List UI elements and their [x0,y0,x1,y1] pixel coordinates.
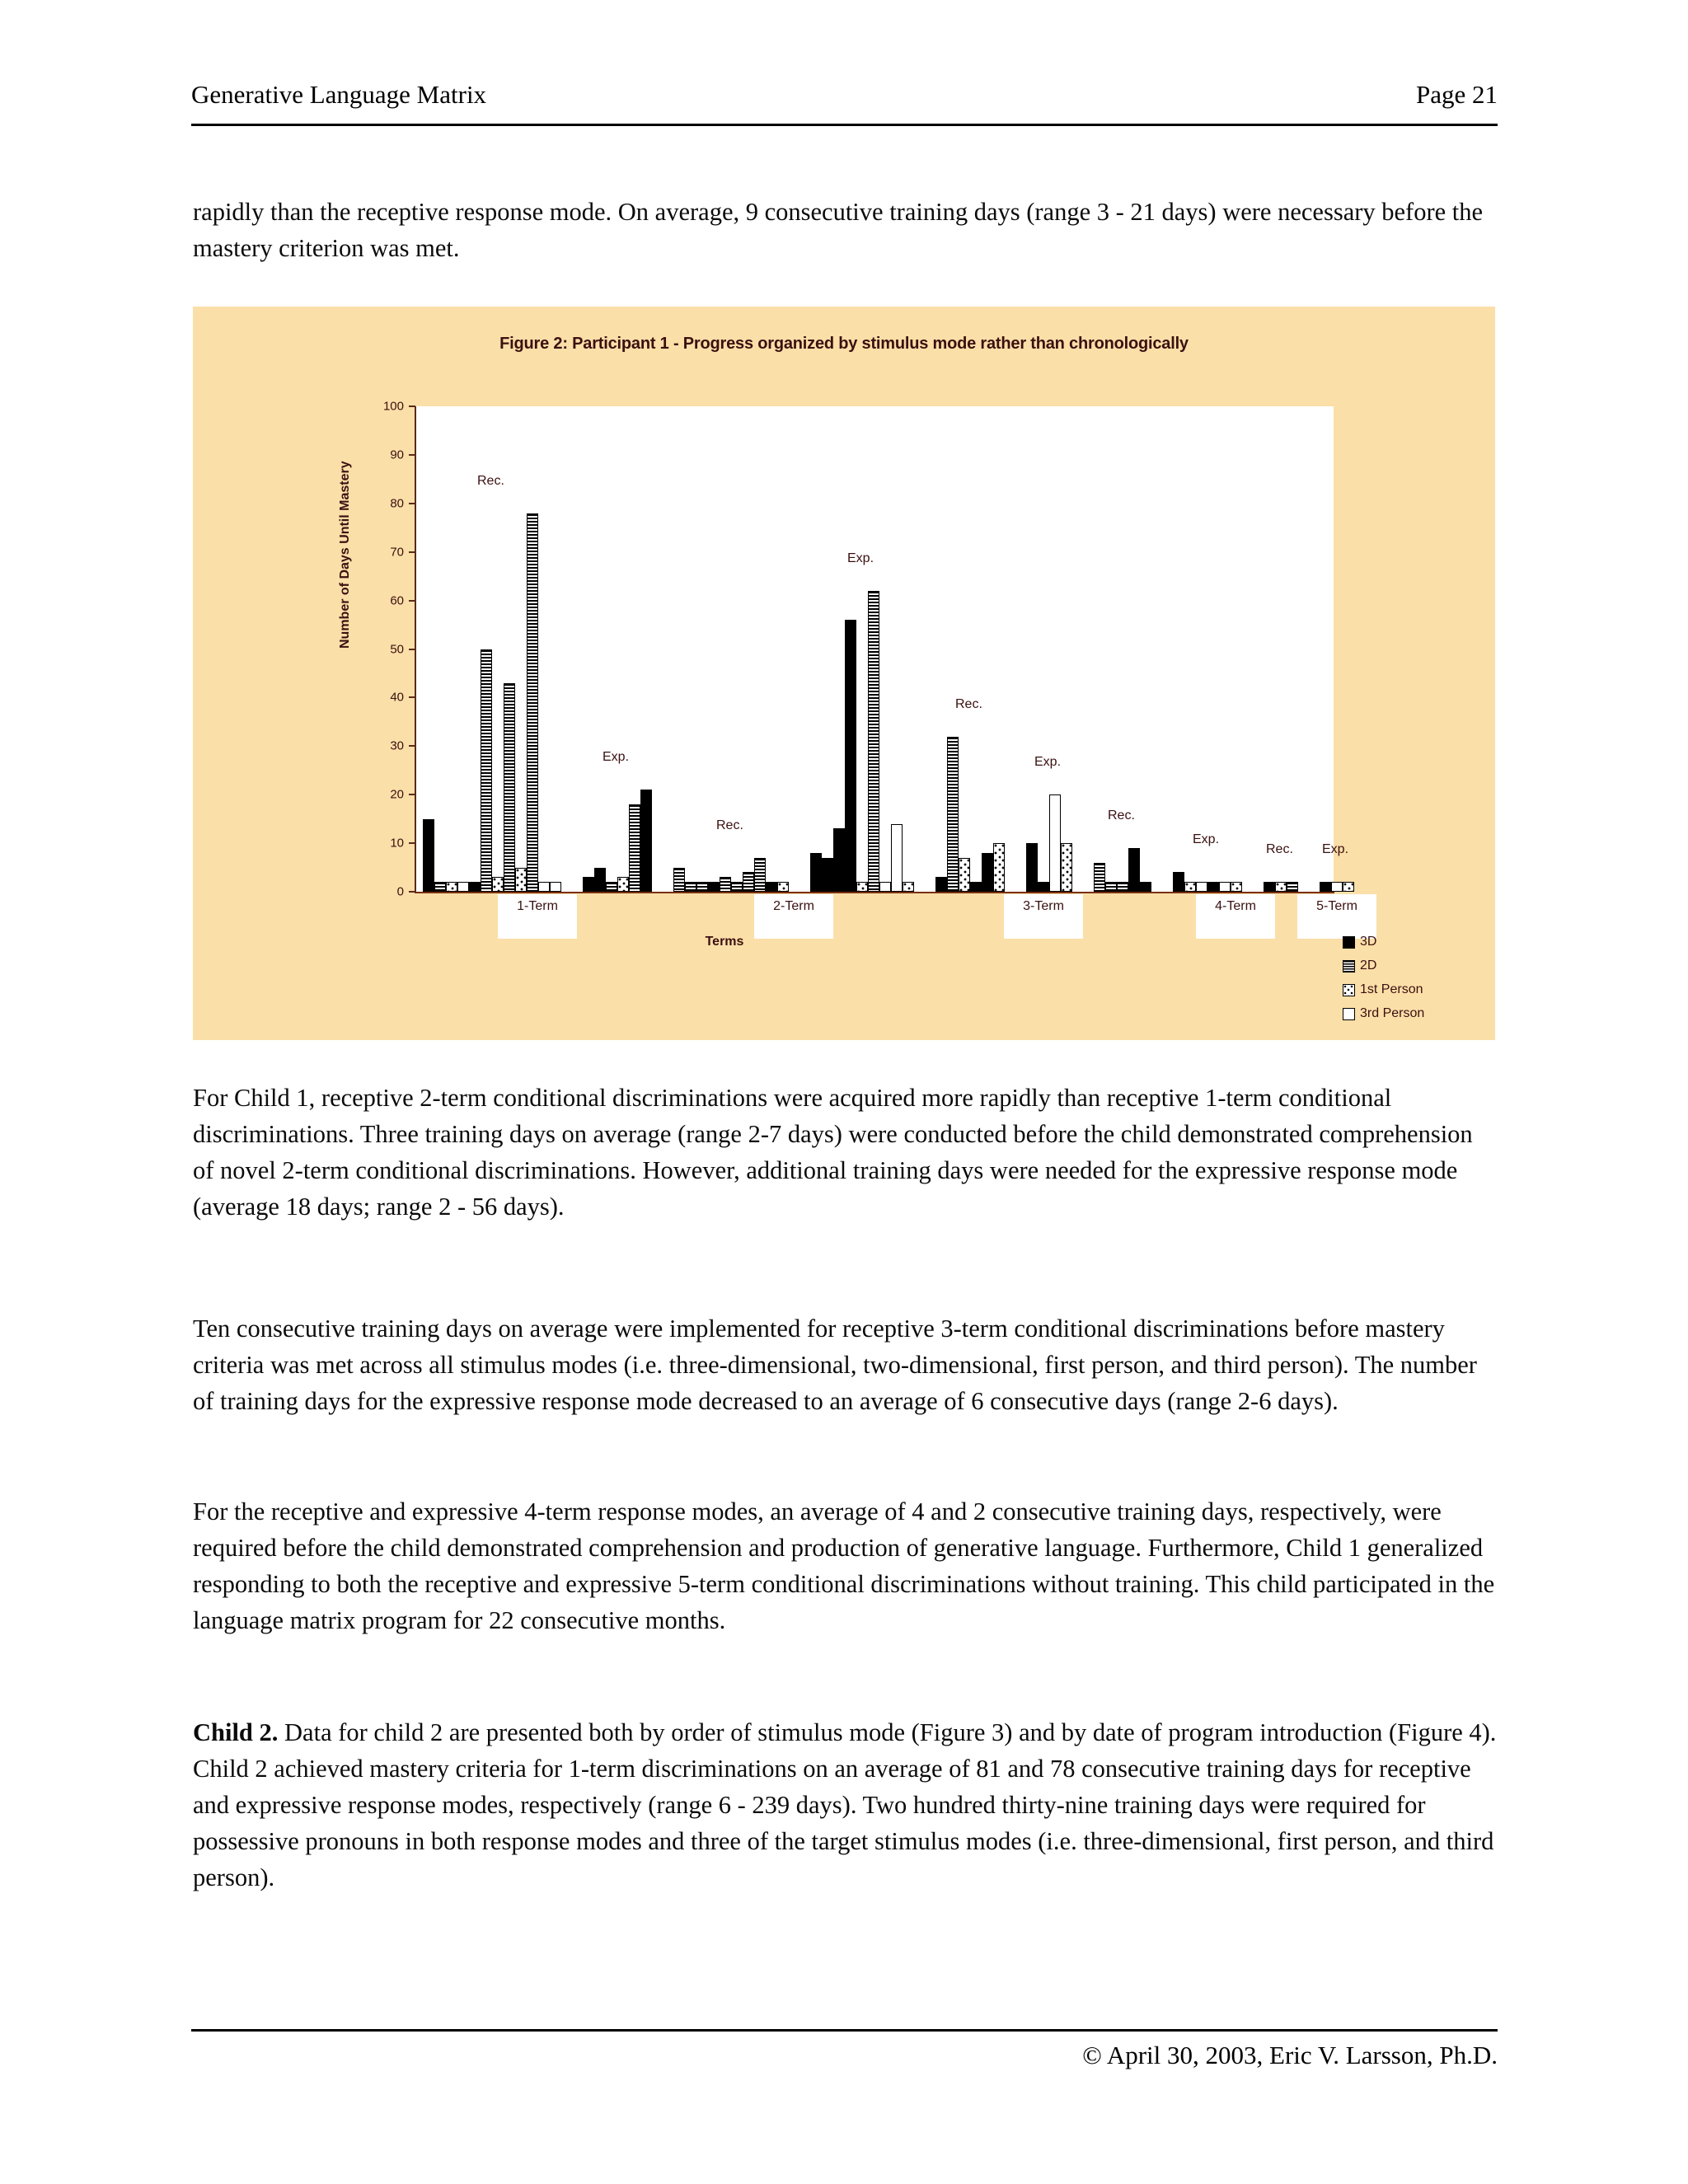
x-category-1-term: 1-Term [498,894,577,939]
bar [879,882,891,892]
bar [1026,843,1038,892]
bar [1128,848,1140,892]
chart-legend [1343,935,1424,1030]
bar [903,882,914,892]
bar [1038,882,1049,892]
bar [993,843,1005,892]
figure-2-container [193,307,1495,1040]
y-tick-mark [409,842,415,844]
bar [550,882,561,892]
y-tick-label: 40 [390,690,404,705]
bar [1320,882,1331,892]
bar [538,882,550,892]
paragraph-intro: rapidly than the receptive response mode. On average, 9 consecutive training days (range 3 - 21 days) were necessary before the mastery criterion was met. [193,198,1484,262]
bar [1049,794,1061,892]
legend-label: 2D [1360,958,1377,972]
y-tick-mark [409,649,415,650]
y-tick-label: 30 [390,738,404,753]
legend-item-3d [1343,935,1424,949]
bar [1264,882,1275,892]
x-category-5-term: 5-Term [1297,894,1376,939]
bar [1331,882,1343,892]
legend-item-1st-person [1343,982,1424,997]
header-divider [191,124,1498,126]
y-tick-mark [409,454,415,456]
footer-divider [191,2029,1498,2032]
header-title: Generative Language Matrix [191,80,487,109]
bar [457,882,469,892]
bar [1207,882,1219,892]
legend-swatch-icon [1343,936,1355,949]
paragraph-4-body: Data for child 2 are presented both by order of stimulus mode (Figure 3) and by date of program introduction (Figure 4). Child 2 achieved mastery criteria for 1-term discriminations on an average of 81 and 78 consecutive training days for receptive and expressive response modes, respectively (range 6 - 239 days). Two hundred thirty-nine training days were required for possessive pronouns in both response modes and three of the target stimulus modes (i.e. three-dimensional, first person, and third person). [193,1718,1497,1891]
bar [935,877,947,892]
bar [708,882,720,892]
legend-label: 1st Person [1360,982,1423,996]
paragraph-2: Ten consecutive training days on average were implemented for receptive 3-term conditional discriminations before mastery criteria was met across all stimulus modes (i.e. three-dimensional, two-dimensional, first person, and third person). The number of training days for the expressive response mode decreased to an average of 6 consecutive days (range 2-6 days). [193,1315,1477,1415]
bar [1343,882,1354,892]
bar [754,858,766,892]
bar [959,858,970,892]
bar [617,877,629,892]
group-annotation-exp: Exp. [1193,832,1220,847]
y-tick-mark [409,551,415,553]
bar [1061,843,1072,892]
y-tick-label: 20 [390,787,404,802]
bar [1117,882,1128,892]
bar [891,824,903,892]
running-header [191,79,1498,110]
bar [777,882,789,892]
bar [515,868,527,892]
legend-label: 3rd Person [1360,1006,1425,1020]
bar [970,882,982,892]
y-tick-label: 100 [382,399,404,414]
y-tick-mark [409,745,415,747]
paragraph-3: For the receptive and expressive 4-term response modes, an average of 4 and 2 consecutive training days, respectively, were required before the child demonstrated comprehension and production of generative language. Furthermore, Child 1 generalized responding to both the receptive and expressive 5-term conditional discriminations without training. This child participated in the language matrix program for 22 consecutive months. [193,1497,1495,1634]
x-axis-line [415,892,1334,893]
bar [1094,863,1105,892]
chart-plot-wrapper [193,307,1495,1040]
bar [1231,882,1242,892]
bar [629,804,640,892]
bar [1219,882,1231,892]
bar [720,877,731,892]
bar [673,868,685,892]
y-tick-mark [409,794,415,795]
bar [606,882,617,892]
bar [446,882,457,892]
x-category-4-term: 4-Term [1196,894,1275,939]
bar [731,882,743,892]
bar [696,882,708,892]
bar [982,853,993,892]
group-annotation-rec: Rec. [716,818,743,832]
footer-copyright: © April 30, 2003, Eric V. Larsson, Ph.D. [1082,2041,1498,2069]
bar [1196,882,1207,892]
y-tick-label: 60 [390,593,404,608]
bar [481,649,492,893]
bar [469,882,481,892]
x-category-2-term: 2-Term [754,894,833,939]
bar [822,858,833,892]
y-tick-label: 70 [390,545,404,560]
bar [856,882,868,892]
bar [1275,882,1287,892]
group-annotation-rec: Rec. [1266,842,1293,857]
x-axis-title: Terms [705,935,744,949]
bar [845,620,856,892]
legend-swatch-icon [1343,984,1355,996]
legend-item-3rd-person [1343,1006,1424,1021]
bar [833,828,845,892]
y-tick-label: 90 [390,448,404,462]
bar [868,591,879,892]
chart-bars [416,406,1334,892]
bar [434,882,446,892]
x-category-3-term: 3-Term [1004,894,1083,939]
group-annotation-exp: Exp. [1034,755,1062,770]
bar [1105,882,1117,892]
y-tick-label: 10 [390,836,404,851]
y-tick-mark [409,503,415,504]
bar [1184,882,1196,892]
group-annotation-exp: Exp. [603,750,630,765]
bar [640,790,652,892]
group-annotation-exp: Exp. [1322,842,1349,857]
y-tick-mark [409,405,415,407]
bar [423,819,434,892]
bar [810,853,822,892]
bar [1287,882,1298,892]
bar [685,882,696,892]
paragraph-4 [193,1714,1497,1896]
legend-item-2d [1343,958,1424,973]
legend-swatch-icon [1343,960,1355,972]
bar [766,882,777,892]
y-tick-label: 80 [390,496,404,511]
bar [492,877,504,892]
bar [527,513,538,892]
y-axis-title: Number of Days Until Mastery [338,461,352,649]
y-tick-mark [409,891,415,893]
figure-title: Figure 2: Participant 1 - Progress organized by stimulus mode rather than chronologically [499,335,1189,353]
bar [1140,882,1151,892]
group-annotation-exp: Exp. [847,551,874,565]
group-annotation-rec: Rec. [477,473,504,488]
header-page-number: Page 21 [1415,80,1498,109]
paragraph-4-lead: Child 2. [193,1718,279,1746]
y-tick-label: 50 [390,642,404,656]
bar [504,683,515,892]
paragraph-1: For Child 1, receptive 2-term conditional discriminations were acquired more rapidly than receptive 1-term conditional discriminations. Three training days on average (range 2-7 days) were conducted before the child demonstrated comprehension of novel 2-term conditional discriminations. However, additional training days were needed for the expressive response mode (average 18 days; range 2 - 56 days). [193,1084,1473,1221]
bar [583,877,594,892]
y-tick-label: 0 [396,884,404,899]
bar [1173,872,1184,892]
bar [947,737,959,892]
group-annotation-rec: Rec. [955,696,982,711]
y-tick-mark [409,600,415,602]
legend-swatch-icon [1343,1008,1355,1020]
bar [594,868,606,892]
group-annotation-rec: Rec. [1108,808,1135,823]
legend-label: 3D [1360,935,1377,949]
bar [743,872,754,892]
y-tick-mark [409,696,415,698]
